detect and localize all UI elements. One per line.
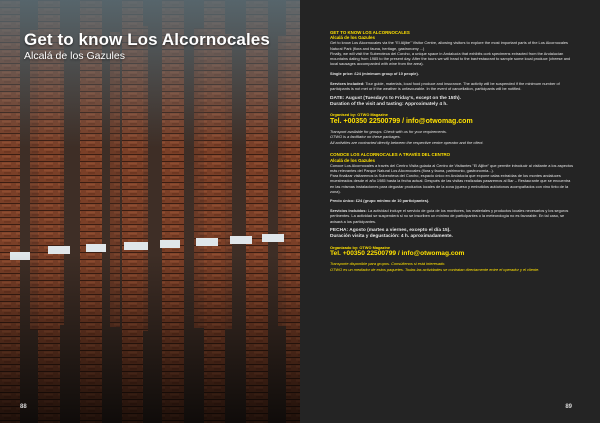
spanish-services-text: La actividad incluye el servicio de guía de los monitores, los materiales y productos locales necesarios y los seguros pertinentes. La actividad se suspenderá si no se inscriben un mínimo de participantes o la meteorología no es favorable. En tal caso, se avisará a los participantes.: [330, 208, 569, 224]
spanish-paragraph-2: Para finalizar visitaremos la Suberoteca del Corcho, espacio único en Andalucía que expone calas extraídas de los montes andaluces muestreados desde el año 1985 hasta la fecha actual. Después de las visitas realizadas pasaremos al Bar – Restaurante que se encuentra en las mismas instalaciones para degustar productos locales de la zona (queso y embutidos autóctonos acompañados con vino tinto de la zona).: [330, 173, 571, 194]
english-services-text: Tour guide, materials, local food produce and insurance. The activity will be suspended if the minimum number of participants is not met or if the weather is unfavourable. In the event of cancellation, participants will be notified.: [330, 80, 560, 91]
english-paragraph-2: Finally, we will visit the Suberoteca del Corcho, a unique space in Andalucía that exhibits cork specimens extracted from the Andalucían mountains dating from 1985 to the present day. After the tours we will head to the bar/restaurant to sample some local produce (cheese and local sausages accompanied with wine from the area).: [330, 50, 571, 67]
spanish-note-2: OTWO es un mediador de estos paquetes. Todas las actividades se contratan directamente entre el operador y el cliente.: [330, 266, 540, 272]
page-title: Get to know Los Alcornocales: [24, 30, 270, 49]
english-subheading: Alcalá de los Gazules: [330, 35, 375, 41]
english-organized-by: Organised by: OTWO Magazine: [330, 112, 388, 118]
right-page: [300, 0, 600, 423]
english-heading: GET TO KNOW LOS ALCORNOCALES: [330, 30, 410, 35]
spanish-services: [330, 208, 574, 224]
english-services: [330, 81, 574, 91]
spanish-heading: CONOCE LOS ALCORNOCALES A TRAVÉS DEL CENTRO: [330, 152, 451, 158]
english-note-3: All activities are contracted directly between the respective centre operator and the client.: [330, 139, 484, 145]
spanish-organized-by: Organizado by: OTWO Magazine: [330, 244, 391, 250]
english-note-2: OTWO is a facilitator on these packages.: [330, 134, 401, 140]
spanish-services-label: Servicios incluidos:: [330, 208, 367, 214]
english-duration: Duration of the visit and tasting: Approximately 4 h.: [330, 101, 448, 107]
spanish-subheading: Alcalá de los Gazules: [330, 157, 375, 163]
article-text: [330, 30, 574, 272]
spanish-date: FECHA: Agosto (martes a viernes, excepto el día 15).: [330, 228, 451, 234]
page-number-left: 88: [20, 404, 27, 410]
spanish-price: Precio único: £24 (grupo mínimo de 10 participantes).: [330, 198, 430, 204]
english-price: Single price: £24 (minimum group of 10 people).: [330, 70, 419, 76]
spanish-duration: Duración visita y degustación: 4 h. aproximadamente.: [330, 234, 453, 240]
spanish-paragraph-1: Conoce Los Alcornocales a través del Centro Visita guiada al Centro de Visitantes "El Aljibe" que permite introducir al visitante a los aspectos más relevantes del Parque Natural Los Alcornocales (flora y fauna, patrimonio, gastronomía...).: [330, 162, 574, 173]
english-paragraph-1: Get to know Los Alcornocales via the "El Aljibe" Visitor Centre, allowing visitors to explore the most important parts of the Los Alcornocales Natural Park (flora and fauna, heritage, gastronomy ...): [330, 40, 568, 51]
spanish-note-1: Transporte disponible para grupos. Consúltenos si está interesado.: [330, 261, 446, 267]
english-services-label: Services included:: [330, 80, 365, 86]
page-number-right: 89: [565, 404, 572, 410]
english-contact-link[interactable]: Tel. +00350 22500799 / info@otwomag.com: [330, 118, 473, 126]
english-date: DATE: August (Tuesday's to Friday's, except on the 15th).: [330, 95, 461, 101]
english-note-1: Transport available for groups. Check with us for your requirements.: [330, 129, 447, 135]
page-subtitle: Alcalá de los Gazules: [24, 50, 125, 62]
spanish-contact-link[interactable]: Tel. +00350 22500799 / info@otwomag.com: [330, 249, 465, 257]
